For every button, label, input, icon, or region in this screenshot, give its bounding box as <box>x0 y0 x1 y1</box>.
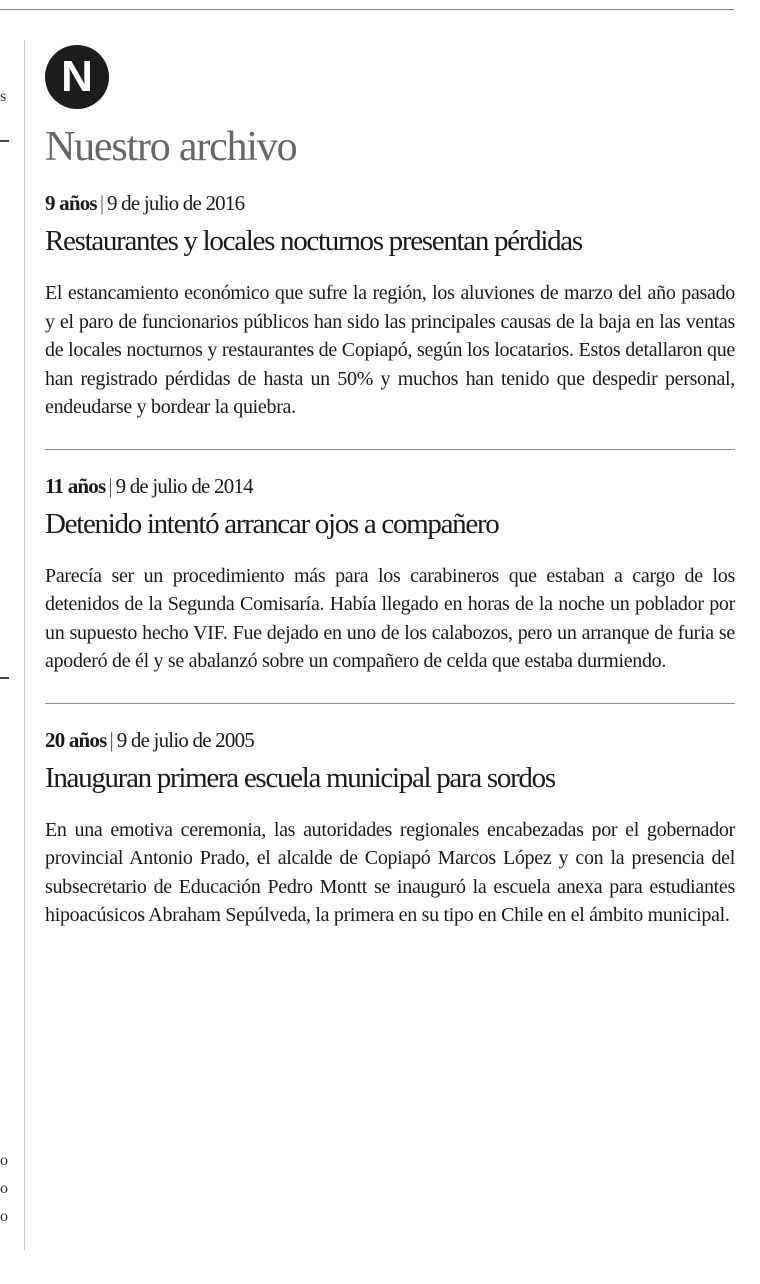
item-years: 9 años <box>45 191 97 215</box>
item-headline: Detenido intentó arrancar ojos a compañero <box>45 507 499 540</box>
top-rule <box>0 9 734 10</box>
item-date: 9 de julio de 2016 <box>107 191 245 215</box>
left-edge-rule <box>0 677 9 679</box>
section-logo-icon: N <box>45 45 109 109</box>
item-headline: Inauguran primera escuela municipal para sordos <box>45 761 555 794</box>
left-edge-rule <box>0 140 9 142</box>
item-date: 9 de julio de 2014 <box>115 473 253 498</box>
item-date: 9 de julio de 2005 <box>116 727 254 752</box>
item-body: En una emotiva ceremonia, las autoridades regionales encabezadas por el gobernador provincial Antonio Prado, el alcalde de Copiapó Marcos López y con la presencia del subsecretario de Educación Pedro Montt se inauguró la escuela anexa para estudiantes hipoacúsicos Abraham Sepúlveda, la primera en su tipo en Chile en el ámbito municipal. <box>45 818 735 926</box>
archive-item <box>45 171 735 422</box>
item-years: 11 años <box>45 473 106 498</box>
section-title: Nuestro archivo <box>45 124 297 170</box>
archive-item <box>45 449 735 676</box>
item-meta <box>45 726 735 754</box>
archive-item <box>45 703 735 930</box>
item-years: 20 años <box>45 727 107 752</box>
item-headline: Restaurantes y locales nocturnos presentan pérdidas <box>45 225 582 257</box>
column-divider <box>24 40 25 1250</box>
archive-section <box>45 45 735 930</box>
item-body: Parecía ser un procedimiento más para los carabineros que estaban a cargo de los detenidos de la Segunda Comisaría. Había llegado en horas de la noche un poblador por un supuesto hecho VIF. Fue dejado en uno de los calabozos, pero un arranque de furia se apoderó de él y se abalanzó sobre un compañero de celda que estaba durmiendo. <box>45 564 735 672</box>
left-edge-fragment: s <box>0 88 7 105</box>
item-meta <box>45 189 735 217</box>
left-edge-fragment: o <box>0 1208 8 1225</box>
item-separator: | <box>99 191 105 215</box>
item-separator: | <box>108 473 113 498</box>
item-meta <box>45 472 735 500</box>
item-body: El estancamiento económico que sufre la región, los aluviones de marzo del año pasado y el paro de funcionarios públicos han sido las principales causas de la baja en las ventas de locales nocturnos y restaurantes de Copiapó, según los locatarios. Estos detallaron que han registrado pérdidas de hasta un 50% y muchos han tenido que despedir personal, endeudarse y bordear la quiebra. <box>45 282 735 418</box>
item-separator: | <box>109 727 114 752</box>
left-edge-fragment: o <box>0 1180 8 1197</box>
left-edge-fragment: o <box>0 1152 8 1169</box>
